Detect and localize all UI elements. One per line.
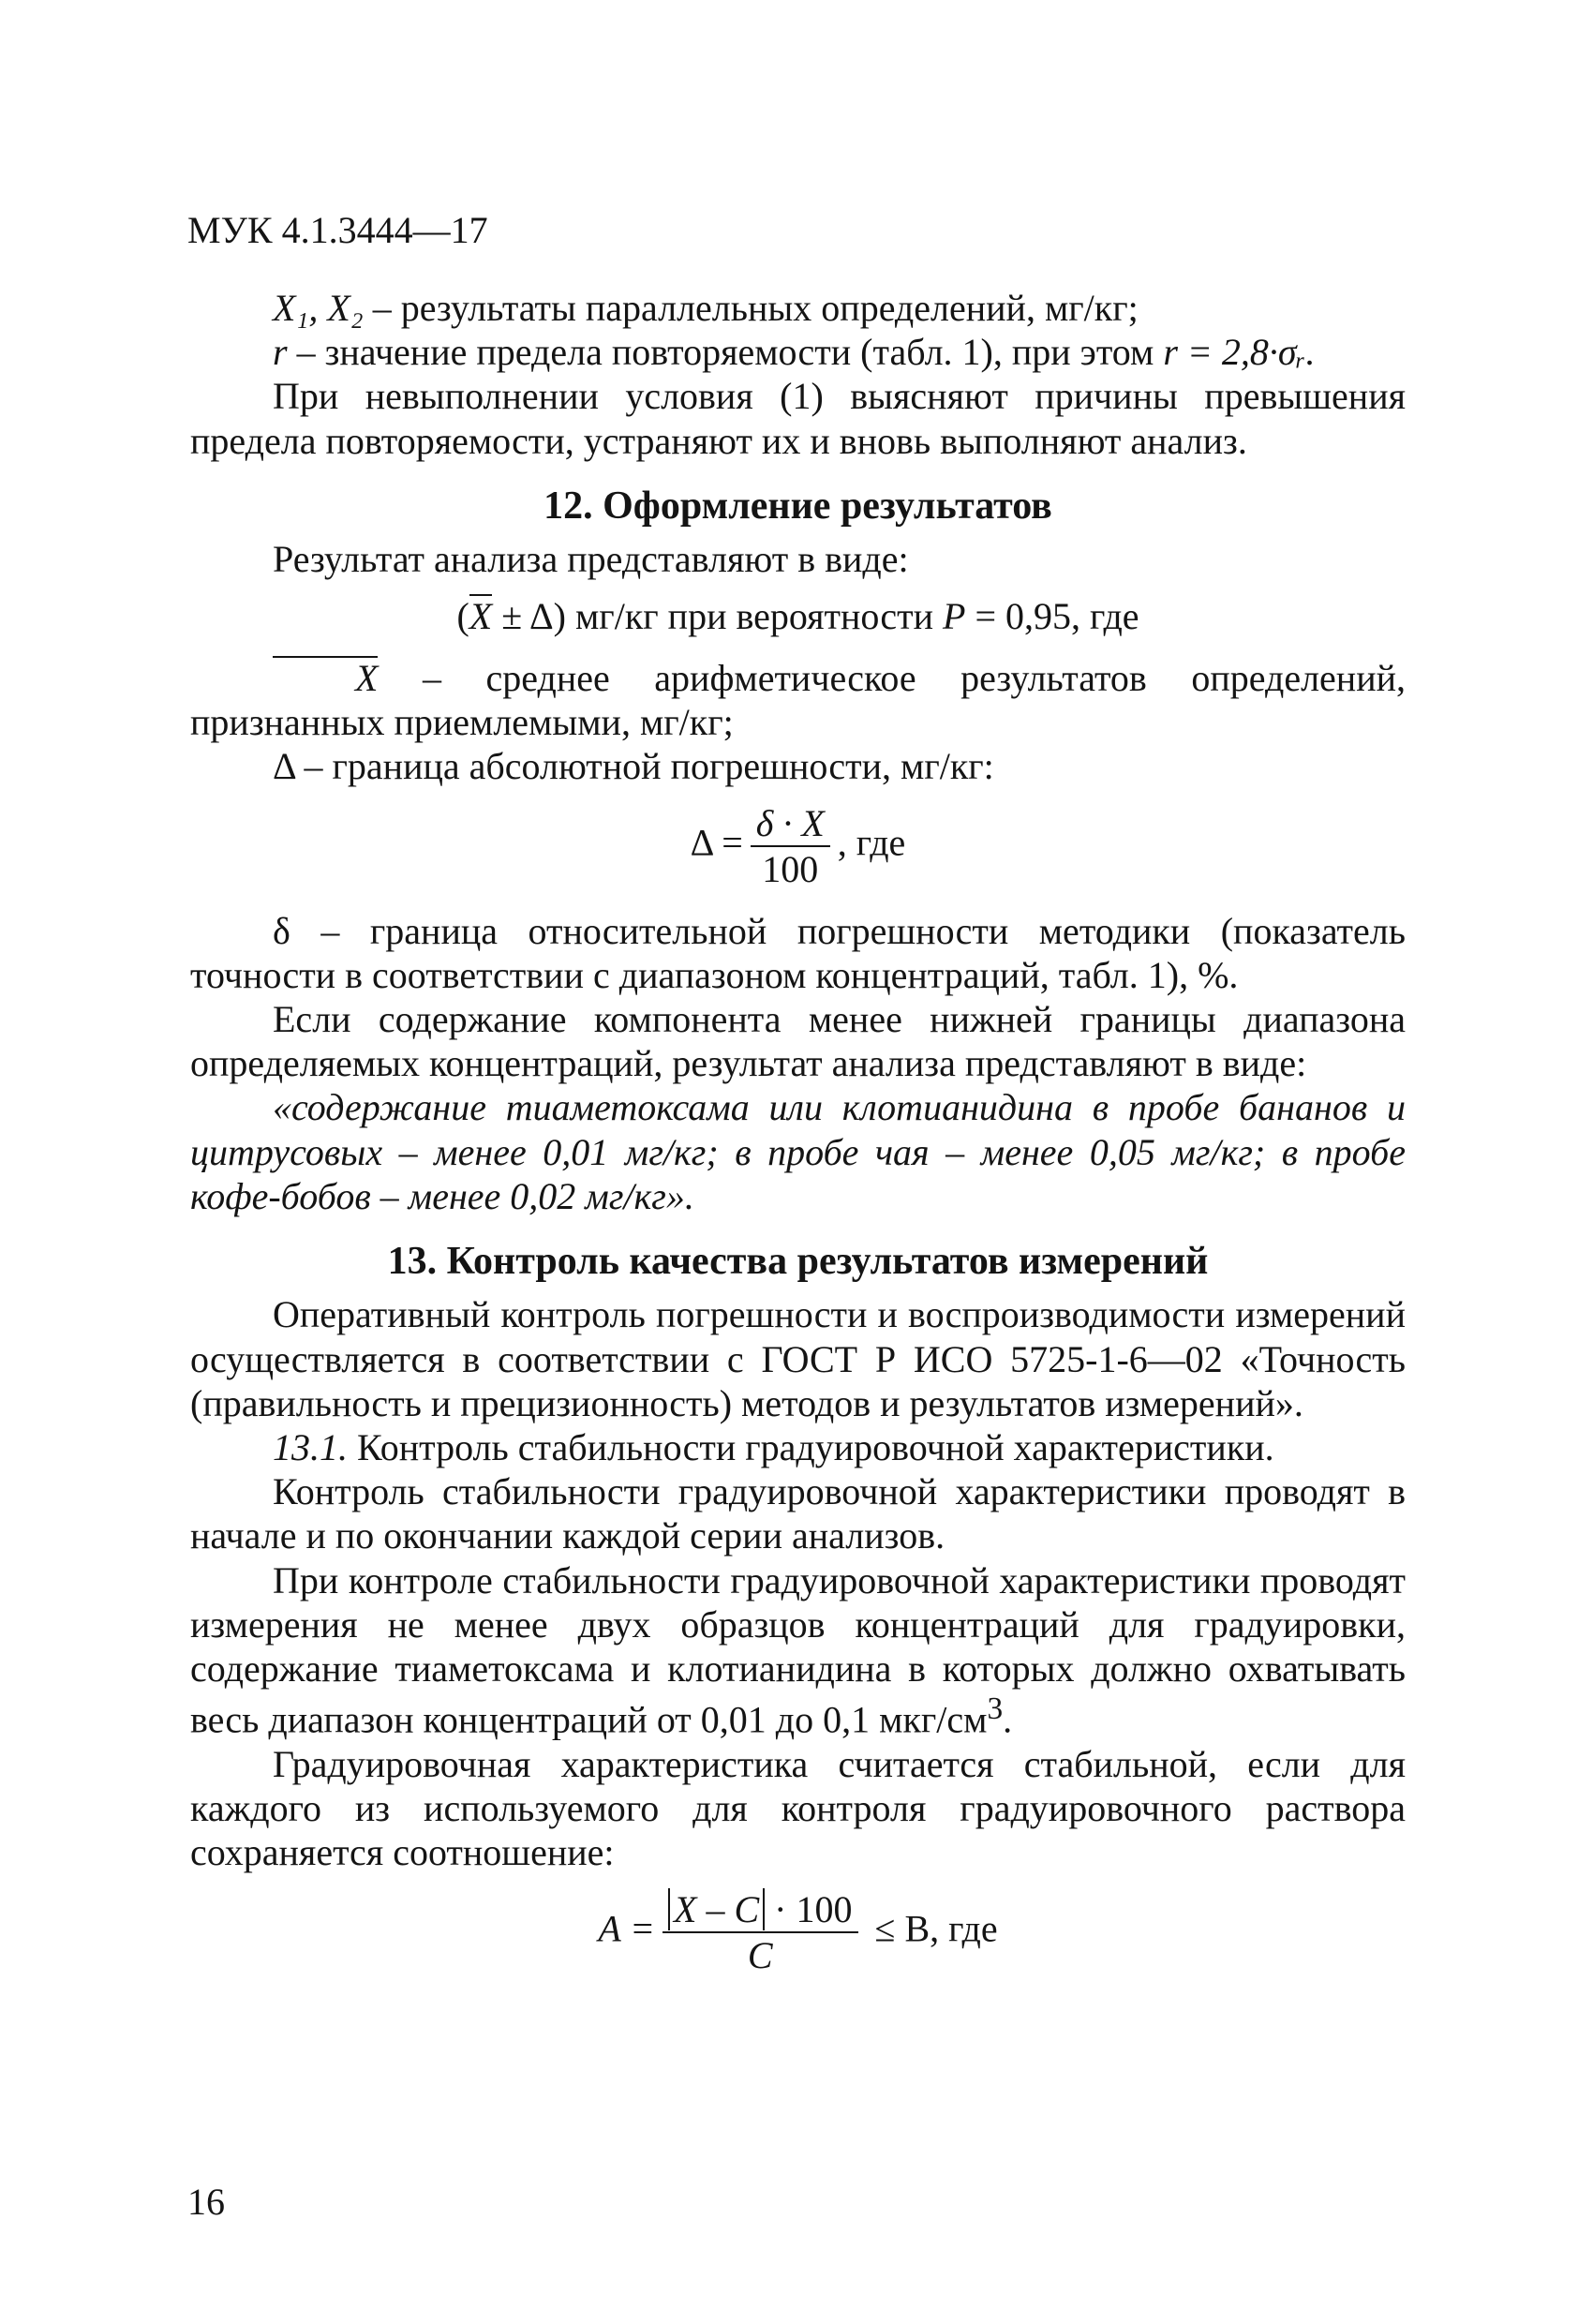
lower-limit-paragraph: Если содержание компонента менее нижней границы диапазона определяемых концентраций, результат анализа представляют в виде: xyxy=(190,997,1406,1085)
a-fraction: $\frac{X - C \cdot 100}{C}$ xyxy=(663,1887,857,1977)
delta-fraction: $\frac{\delta \cdot X}{100}$ xyxy=(751,801,830,891)
document-header: МУК 4.1.3444—17 xyxy=(187,209,488,251)
x1-x2-vars: X₁, X₂ xyxy=(273,287,364,329)
section-13-heading: 13. Контроль качества результатов измерений xyxy=(387,1239,1209,1283)
a-formula: A = $\frac{X - C \cdot 100}{C}$ ≤ B, где xyxy=(598,1888,998,1977)
subsection-13-1: 13.1. Контроль стабильности градуировочной характеристики. xyxy=(273,1426,1274,1469)
delta-formula: Δ = $\frac{\delta \cdot X}{100}$ , где xyxy=(690,802,906,891)
result-intro: Результат анализа представляют в виде: xyxy=(273,538,909,581)
subsection-number: 13.1. xyxy=(273,1426,348,1469)
r-text: – значение предела повторяемости (табл. 1), при этом xyxy=(287,331,1164,374)
control-paragraph-2: При контроле стабильности градуировочной характеристики проводят измерения не менее двух образцов концентраций для градуировки, содержание тиаметоксама и клотианидина в которых должно охватывать весь диапазон концентраций от 0,01 до 0,1 мкг/$см^3$. xyxy=(190,1558,1406,1741)
result-formula: (X ± Δ) мг/кг при вероятности P = 0,95, где xyxy=(456,595,1139,638)
delta-definition: Δ – граница абсолютной погрешности, мг/кг: xyxy=(273,745,994,788)
operational-control-paragraph: Оперативный контроль погрешности и воспроизводимости измерений осуществляется в соответствии с ГОСТ Р ИСО 5725-1-6—02 «Точность (правильность и прецизионность) методов и результатов измерений». xyxy=(190,1293,1406,1424)
document-body xyxy=(190,286,1406,1995)
x-bar: X xyxy=(273,656,378,697)
r-formula: r = 2,8·σᵣ. xyxy=(1163,331,1316,374)
stability-paragraph: Градуировочная характеристика считается стабильной, если для каждого из используемого для контроля градуировочного раствора сохраняется соотношение: xyxy=(190,1742,1406,1874)
x1-x2-definition xyxy=(190,286,1406,330)
relative-error-paragraph: δ – граница относительной погрешности методики (показатель точности в соответствии с диапазоном концентраций, табл. 1), %. xyxy=(190,909,1406,996)
x1-x2-text: – результаты параллельных определений, мг/кг; xyxy=(363,287,1139,329)
result-quote: «содержание тиаметоксама или клотианидина в пробе бананов и цитрусовых – менее 0,01 мг/кг; в пробе чая – менее 0,05 мг/кг; в пробе кофе-бобов – менее 0,02 мг/кг». xyxy=(190,1086,1406,1217)
page-number: 16 xyxy=(187,2181,225,2223)
control-paragraph-1: Контроль стабильности градуировочной характеристики проводят в начале и по окончании каждой серии анализов. xyxy=(190,1470,1406,1557)
fail-paragraph: При невыполнении условия (1) выясняют причины превышения предела повторяемости, устраняют их и вновь выполняют анализ. xyxy=(190,375,1406,462)
r-var: r xyxy=(273,331,288,374)
xbar-definition: X – среднее арифметическое результатов определений, признанных приемлемыми, мг/кг; xyxy=(190,656,1407,743)
x-bar: X xyxy=(469,595,493,638)
section-12-heading: 12. Оформление результатов xyxy=(543,484,1052,528)
r-definition xyxy=(190,330,1406,374)
